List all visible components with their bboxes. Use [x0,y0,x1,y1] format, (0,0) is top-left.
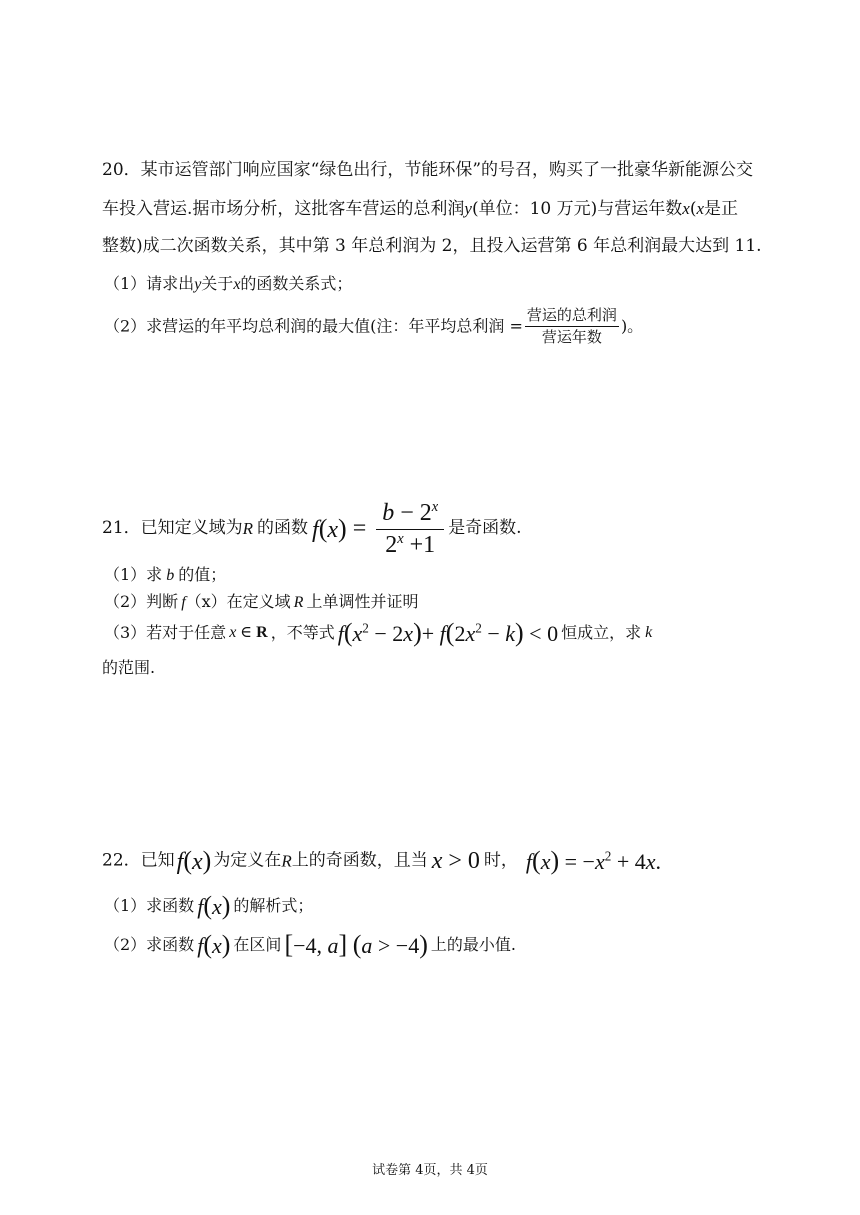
q20-part-1 [104,276,352,293]
fraction-numerator: 营运的总利润 [525,308,619,327]
var-R: R [242,519,254,538]
inequality: $f(x^2 - 2x)+ f(2x^2 - k) < 0$ [337,618,559,647]
var-R: R [293,594,304,611]
q20-line-1: 20．某市运管部门响应国家“绿色出行，节能环保”的号召，购买了一批豪华新能源公交 [102,160,754,180]
q21-text: （2）判断 [104,592,179,611]
q21-text: 是奇函数. [448,518,522,538]
profit-fraction [525,308,619,345]
q21-text: （1）求 [104,565,163,584]
q22-text: 时， [483,850,518,871]
function-fraction: $\frac{b - 2^x}{2^x +1}$ [376,500,444,557]
var-b: b [166,567,175,584]
q21-text: （x）在定义域 [185,592,291,611]
q22-text: 的解析式； [233,896,314,915]
var-x: x [682,199,690,218]
q21-part-1 [104,567,226,584]
q20-text: （1）请求出 [104,274,195,293]
q21-text: 的函数 [257,518,309,538]
q22-part-1 [104,893,313,919]
q20-text: 关于 [201,274,234,293]
var-f: f [181,594,186,611]
q20-part-2 [104,308,643,345]
q20-text: )。 [620,316,644,336]
q22-line-1 [102,848,661,874]
var-R: R [281,851,292,871]
q21-line-last: 的范围. [102,658,156,677]
interval: [−4, a] (a > −4) [284,930,428,959]
q21-line-1: 21．已知定义域为R 的函数 f(x) = $\frac{b - 2^x}{2^x +1}$ 是奇函数. [102,499,522,558]
math-x-in-R: x ∈ R [229,624,268,641]
q21-text: 的值； [178,565,227,584]
function-fx: f(x) [312,513,347,543]
q21-part-2 [104,594,418,611]
function-fx: f(x) [197,930,231,959]
q20-text: （2）求营运的年平均总利润的最大值(注：年平均总利润 = [104,316,523,336]
var-y: y [464,199,472,218]
q22-part-2 [104,932,516,958]
q22-text: 在区间 [233,935,282,954]
q22-text: 上的最小值. [430,935,516,954]
q22-text: （1）求函数 [104,896,195,915]
condition-x-gt-0: x > 0 [431,848,480,874]
var-x: x [233,276,241,293]
q21-text: 21．已知定义域为 [102,518,243,538]
fraction-denominator: 营运年数 [541,328,602,346]
q20-text: 是正 [704,199,738,219]
q21-text: 恒成立，求 [561,623,642,642]
var-k: k [645,624,653,641]
function-fx: f(x) [197,891,231,920]
var-x: x [696,199,704,218]
q21-text: 上单调性并证明 [306,592,419,611]
var-y: y [194,276,202,293]
q22-text: （2）求函数 [104,935,195,954]
function-definition: $f(x) = -x^2 + 4x$. [525,846,662,875]
page-footer: 试卷第 4页，共 4页 [372,1163,488,1178]
function-fx: f(x) [176,846,212,875]
q21-text: （3）若对于任意 [104,623,227,642]
q21-text: ，不等式 [270,623,335,642]
q22-text: 上的奇函数，且当 [291,850,428,871]
q20-text: (单位：10 万元)与营运年数 [471,199,683,219]
q22-text: 22．已知 [102,850,175,871]
q21-part-3 [104,620,652,646]
q20-line-3: 整数)成二次函数关系，其中第 3 年总利润为 2，且投入运营第 6 年总利润最大达到 11. [102,236,762,256]
q20-line-2: 车投入营运.据市场分析，这批客车营运的总利润y(单位：10 万元)与营运年数x(x是正 [102,199,738,219]
q20-text: 的函数关系式； [240,274,353,293]
q20-text: 车投入营运.据市场分析，这批客车营运的总利润 [102,199,465,219]
q22-text: 为定义在 [213,850,282,871]
